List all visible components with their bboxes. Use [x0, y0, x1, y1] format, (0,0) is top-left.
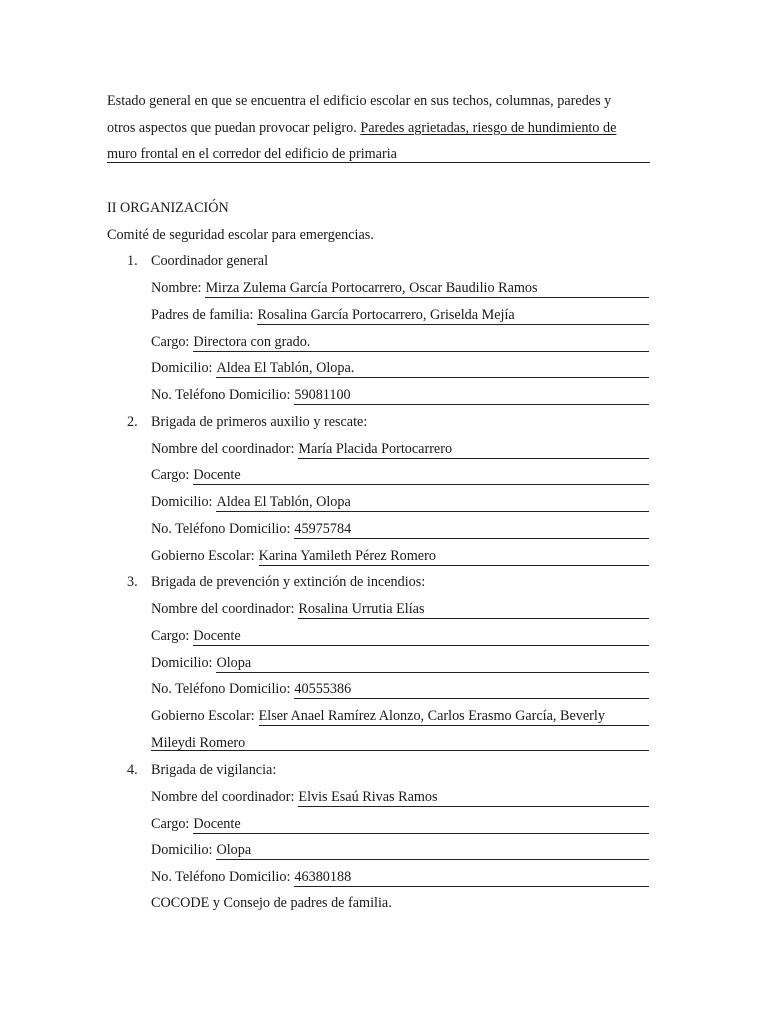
- item-2-field-coordinador: [151, 439, 649, 459]
- field-value: Aldea El Tablón, Olopa: [216, 494, 649, 512]
- item-3-field-cargo: [151, 626, 649, 646]
- item-2-field-gobierno: [151, 546, 649, 566]
- item-4-field-domicilio: [151, 840, 649, 860]
- field-value: Docente: [193, 467, 649, 485]
- intro-line-1: Estado general en que se encuentra el edificio escolar en sus techos, columnas, paredes y: [107, 93, 612, 109]
- field-label: No. Teléfono Domicilio:: [151, 387, 291, 403]
- field-value: 45975784: [294, 521, 649, 539]
- section-title: II ORGANIZACIÓN: [107, 200, 229, 216]
- field-value: Mirza Zulema García Portocarrero, Oscar Baudilio Ramos: [205, 280, 649, 298]
- field-label: Nombre del coordinador:: [151, 601, 295, 617]
- intro-line-2-underlined: Paredes agrietadas, riesgo de hundimiento de: [360, 120, 617, 136]
- field-label: No. Teléfono Domicilio:: [151, 521, 291, 537]
- field-value: Olopa: [216, 842, 649, 860]
- intro-line-2: [107, 118, 650, 138]
- item-1-number: 1.: [127, 253, 138, 269]
- item-1-field-nombre: [151, 278, 649, 298]
- intro-line-3: muro frontal en el corredor del edificio de primaria: [107, 144, 650, 163]
- item-4-field-coordinador: [151, 787, 649, 807]
- field-value: 59081100: [294, 387, 649, 405]
- field-value: Docente: [193, 628, 649, 646]
- field-value: Docente: [193, 816, 649, 834]
- field-value: María Placida Portocarrero: [298, 441, 649, 459]
- item-3-field-coordinador: [151, 599, 649, 619]
- field-label: Cargo:: [151, 628, 190, 644]
- item-4-number: 4.: [127, 762, 138, 778]
- field-label: Domicilio:: [151, 842, 213, 858]
- field-value: 40555386: [294, 681, 649, 699]
- item-3-heading: Brigada de prevención y extinción de incendios:: [151, 574, 426, 590]
- section-subtitle: Comité de seguridad escolar para emergencias.: [107, 227, 374, 243]
- intro-line-2-plain: otros aspectos que puedan provocar peligro.: [107, 120, 361, 136]
- item-2-field-telefono: [151, 519, 649, 539]
- field-value: Aldea El Tablón, Olopa.: [216, 360, 649, 378]
- field-label: No. Teléfono Domicilio:: [151, 681, 291, 697]
- field-label: Gobierno Escolar:: [151, 708, 255, 724]
- item-1-heading: Coordinador general: [151, 253, 269, 269]
- field-value: Rosalina Urrutia Elías: [298, 601, 649, 619]
- field-label: Padres de familia:: [151, 307, 254, 323]
- item-2-number: 2.: [127, 414, 138, 430]
- item-4-closing: COCODE y Consejo de padres de familia.: [151, 895, 392, 911]
- field-value: Elser Anael Ramírez Alonzo, Carlos Erasmo García, Beverly: [259, 708, 649, 726]
- item-4-heading: Brigada de vigilancia:: [151, 762, 277, 778]
- field-label: Nombre del coordinador:: [151, 789, 295, 805]
- field-label: Domicilio:: [151, 494, 213, 510]
- field-label: Cargo:: [151, 816, 190, 832]
- item-4-field-telefono: [151, 867, 649, 887]
- field-label: Nombre del coordinador:: [151, 441, 295, 457]
- item-1-field-cargo: [151, 332, 649, 352]
- item-3-field-gobierno: [151, 706, 649, 726]
- item-1-field-domicilio: [151, 358, 649, 378]
- item-1-field-telefono: [151, 385, 649, 405]
- item-2-field-domicilio: [151, 492, 649, 512]
- item-3-field-domicilio: [151, 653, 649, 673]
- field-value: Olopa: [216, 655, 649, 673]
- item-2-field-cargo: [151, 465, 649, 485]
- field-label: Domicilio:: [151, 360, 213, 376]
- item-3-number: 3.: [127, 574, 138, 590]
- item-3-field-telefono: [151, 679, 649, 699]
- item-4-field-cargo: [151, 814, 649, 834]
- field-label: Domicilio:: [151, 655, 213, 671]
- field-value: Rosalina García Portocarrero, Griselda Mejía: [257, 307, 649, 325]
- field-label: Nombre:: [151, 280, 202, 296]
- field-label: Cargo:: [151, 467, 190, 483]
- field-label: No. Teléfono Domicilio:: [151, 869, 291, 885]
- field-value: Karina Yamileth Pérez Romero: [259, 548, 649, 566]
- item-1-field-padres: [151, 305, 649, 325]
- field-label: Cargo:: [151, 334, 190, 350]
- field-value: 46380188: [294, 869, 649, 887]
- item-2-heading: Brigada de primeros auxilio y rescate:: [151, 414, 368, 430]
- field-value: Directora con grado.: [193, 334, 649, 352]
- item-3-field-gobierno-continuation: Mileydi Romero: [151, 733, 649, 751]
- field-value: Elvis Esaú Rivas Ramos: [298, 789, 649, 807]
- field-label: Gobierno Escolar:: [151, 548, 255, 564]
